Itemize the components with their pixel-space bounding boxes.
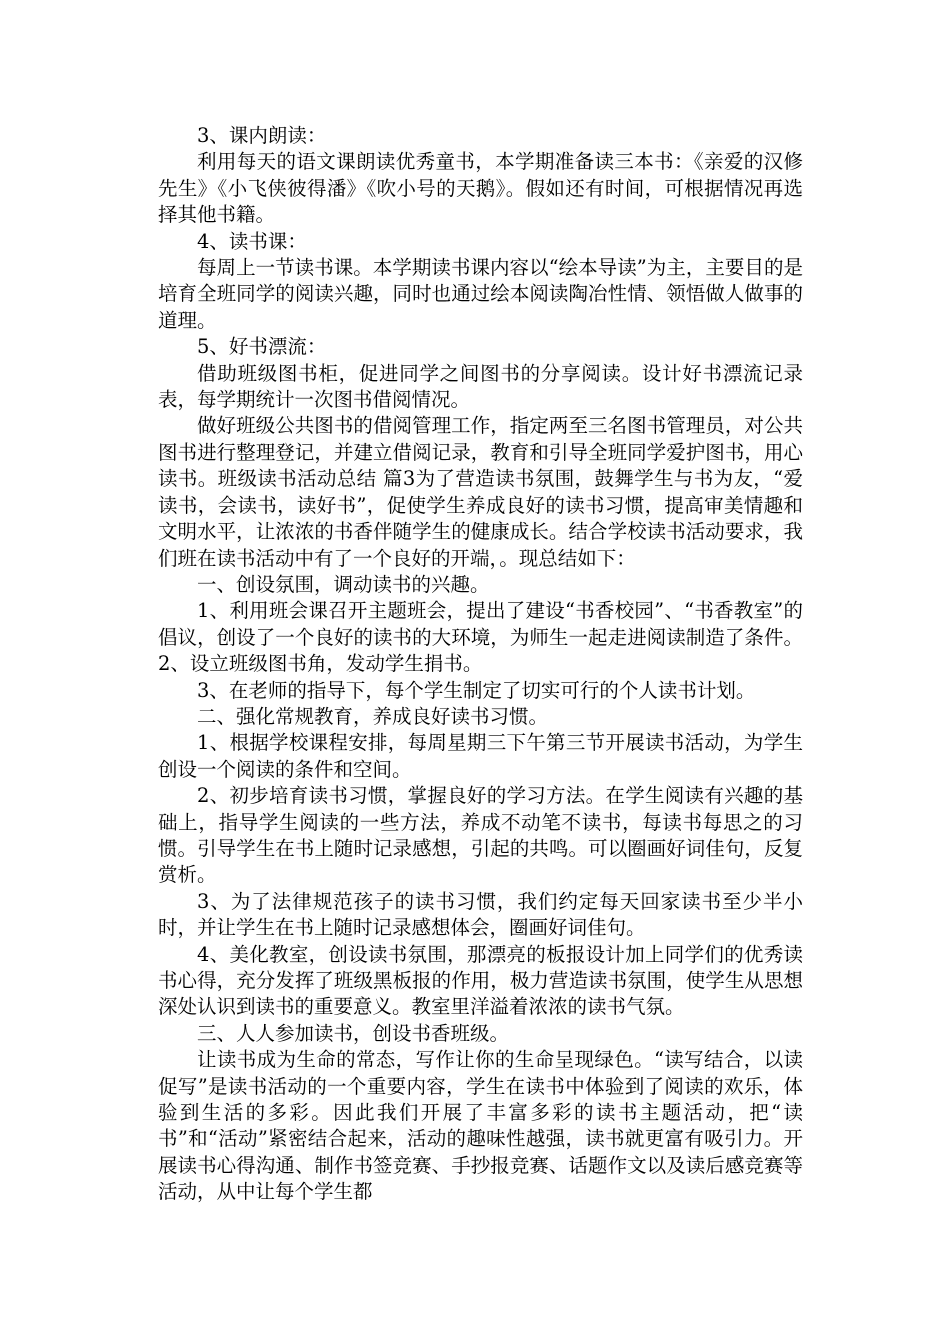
section-heading: 4、读书课：	[197, 229, 307, 253]
section-heading: 一、创设氛围，调动读书的兴趣。	[197, 572, 490, 596]
paragraph: 3、为了法律规范孩子的读书习惯，我们约定每天回家读书至少半小时，并让学生在书上随时记录感想体会，圈画好词佳句。	[158, 889, 803, 940]
paragraph: 4、美化教室，创设读书氛围，那漂亮的板报设计加上同学们的优秀读书心得，充分发挥了班级黑板报的作用，极力营造读书氛围，使学生从思想深处认识到读书的重要意义。教室里洋溢着浓浓的读书气氛。	[158, 942, 803, 1019]
paragraph: 2、初步培育读书习惯，掌握良好的学习方法。在学生阅读有兴趣的基础上，指导学生阅读的一些方法，养成不动笔不读书，每读书每思之的习惯。引导学生在书上随时记录感想，引起的共鸣。可以圈画好词佳句，反复赏析。	[158, 784, 803, 887]
paragraph: 3、在老师的指导下，每个学生制定了切实可行的个人读书计划。	[197, 678, 756, 702]
section-heading: 二、强化常规教育，养成良好读书习惯。	[197, 704, 549, 728]
paragraph: 每周上一节读书课。本学期读书课内容以“绘本导读”为主，主要目的是培育全班同学的阅读兴趣，同时也通过绘本阅读陶冶性情、领悟做人做事的道理。	[158, 256, 803, 332]
paragraph: 利用每天的语文课朗读优秀童书，本学期准备读三本书：《亲爱的汉修先生》《小飞侠彼得潘》《吹小号的天鹅》。假如还有时间，可根据情况再选择其他书籍。	[158, 150, 803, 227]
section-heading: 3、课内朗读：	[197, 124, 327, 147]
paragraph: 1、根据学校课程安排，每周星期三下午第三节开展读书活动，为学生创设一个阅读的条件和空间。	[158, 731, 803, 781]
paragraph: 让读书成为生命的常态，写作让你的生命呈现绿色。“读写结合，以读促写”是读书活动的一个重要内容，学生在读书中体验到了阅读的欢乐，体验到生活的多彩。因此我们开展了丰富多彩的读书主题活动，把“读书”和“活动”紧密结合起来，活动的趣味性越强，读书就更富有吸引力。开展读书心得沟通、制作书签竞赛、手抄报竞赛、话题作文以及读后感竞赛等活动，从中让每个学生都	[158, 1048, 803, 1204]
document-body	[158, 123, 803, 1206]
section-heading: 三、人人参加读书，创设书香班级。	[197, 1021, 510, 1045]
paragraph: 做好班级公共图书的借阅管理工作，指定两至三名图书管理员，对公共图书进行整理登记，并建立借阅记录，教育和引导全班同学爱护图书，用心读书。班级读书活动总结 篇3为了营造读书氛围，鼓舞学生与书为友，“爱读书，会读书，读好书”，促使学生养成良好的读书习惯，提高审美情趣和文明水平，让浓浓的书香伴随学生的健康成长。结合学校读书活动要求，我们班在读书活动中有了一个良好的开端，。现总结如下：	[158, 414, 803, 570]
paragraph: 1、利用班会课召开主题班会，提出了建设“书香校园”、“书香教室”的倡议，创设了一个良好的读书的大环境，为师生一起走进阅读制造了条件。2、设立班级图书角，发动学生捐书。	[158, 599, 803, 676]
section-heading: 5、好书漂流：	[197, 335, 327, 359]
paragraph: 借助班级图书柜，促进同学之间图书的分享阅读。设计好书漂流记录表，每学期统计一次图书借阅情况。	[158, 361, 803, 412]
